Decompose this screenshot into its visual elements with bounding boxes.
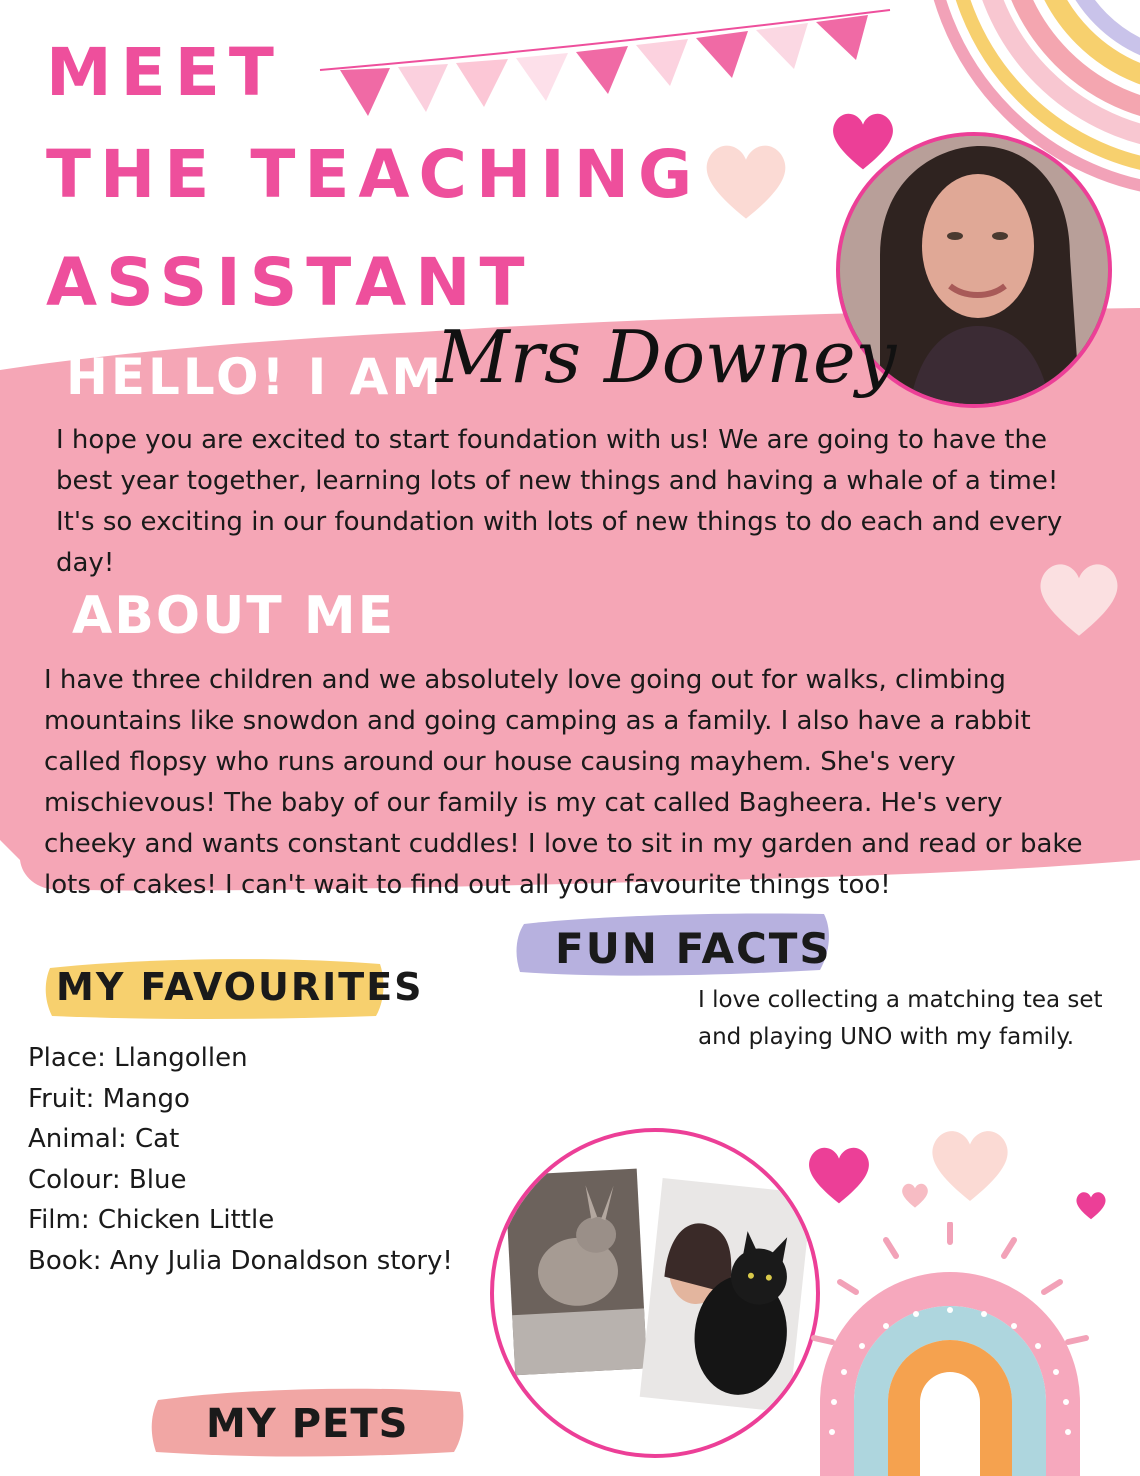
favourite-item: Film: Chicken Little <box>28 1205 275 1235</box>
heart-icon <box>700 130 792 230</box>
pets-photo <box>490 1128 820 1458</box>
favourite-item: Colour: Blue <box>28 1164 187 1195</box>
favourite-item: Fruit: Mango <box>28 1083 190 1114</box>
heart-icon <box>1074 1186 1108 1224</box>
title-line-1: MEET <box>46 34 283 111</box>
pets-collage-illustration <box>494 1132 816 1454</box>
rainbow-decoration <box>800 1222 1100 1476</box>
favourite-item: Place: Llangollen <box>28 1043 248 1073</box>
favourite-item: Book: Any Julia Donaldson story! <box>28 1245 453 1276</box>
title-line-3: ASSISTANT <box>46 244 534 321</box>
favourites-heading: MY FAVOURITES <box>56 965 424 1009</box>
bunting-decoration <box>318 6 898 136</box>
about-me-paragraph: I have three children and we absolutely love going out for walks, climbing mountains like snowdon and going camping as a family. I also have a rabbit called flopsy who runs around our house causing mayhem. She's very mischievous! The baby of our family is my cat called Bagheera. He's very cheeky and wants constant cuddles! I love to sit in my garden and read or bake lots of cakes! I can't wait to find out all your favourite things too! <box>44 665 1083 900</box>
title-line-2: THE TEACHING <box>46 136 702 213</box>
hello-heading: HELLO! I AM <box>66 348 445 406</box>
heart-icon <box>900 1180 930 1210</box>
pets-heading: MY PETS <box>206 1401 409 1447</box>
heart-icon <box>804 1134 874 1214</box>
about-me-heading: ABOUT ME <box>72 586 396 646</box>
heart-icon <box>926 1114 1014 1214</box>
favourites-list <box>28 1038 453 1281</box>
fun-facts-heading: FUN FACTS <box>555 924 832 973</box>
intro-paragraph: I hope you are excited to start foundation with us! We are going to have the best year together, learning lots of new things and having a whale of a time! It's so exciting in our foundation with lots of new things to do each and every day! <box>56 425 1063 578</box>
teacher-name: Mrs Downey <box>436 315 897 399</box>
fun-facts-text: I love collecting a matching tea set and playing UNO with my family. <box>698 987 1103 1050</box>
favourite-item: Animal: Cat <box>28 1124 180 1154</box>
